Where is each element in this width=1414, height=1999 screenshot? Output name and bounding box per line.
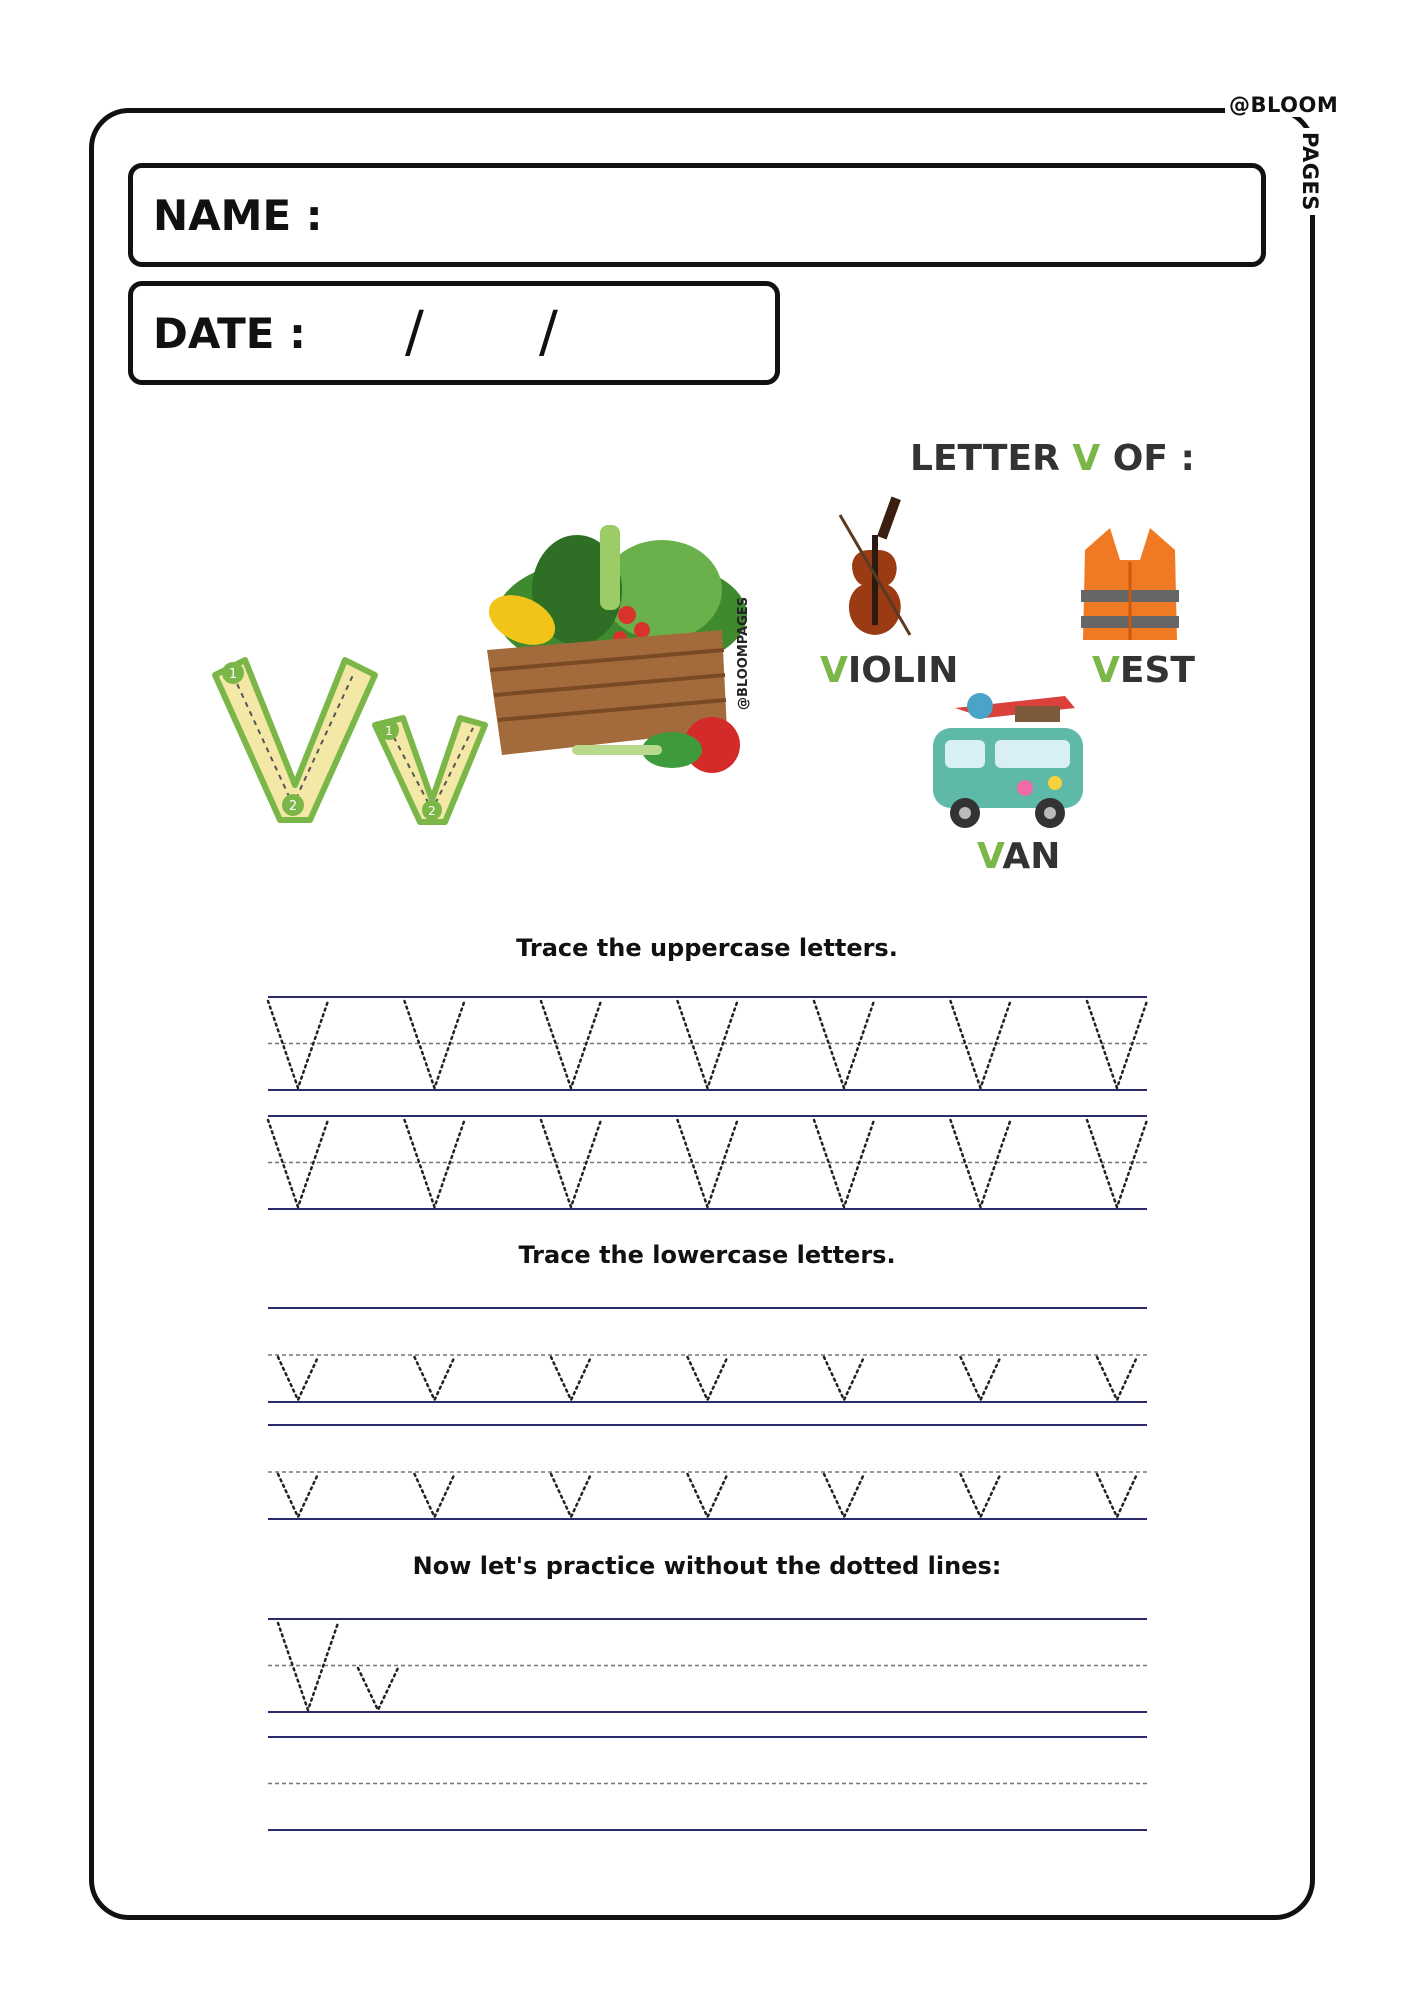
name-label: NAME : (153, 190, 323, 240)
lowercase-instructions: Trace the lowercase letters. (518, 1241, 896, 1269)
trace-letter-lower-v (688, 1474, 728, 1517)
trace-letter-upper-v (814, 1120, 874, 1207)
trace-letter-upper-v (268, 1120, 328, 1207)
uppercase-instructions: Trace the uppercase letters. (516, 934, 898, 962)
stroke-number: 1 (228, 667, 238, 682)
trace-letter-lower-v (961, 1357, 1001, 1400)
trace-letter-upper-v (541, 1001, 601, 1088)
letter-heading: LETTER V OF : (910, 438, 1195, 479)
stroke-number: 1 (385, 724, 393, 738)
trace-letter-lower-v (1097, 1474, 1137, 1517)
practice-example-lower-v (358, 1668, 398, 1710)
stroke-number: 2 (428, 804, 436, 818)
brand-label-side: PAGES (1298, 128, 1322, 215)
trace-letter-lower-v (415, 1357, 455, 1400)
trace-letter-lower-v (278, 1357, 318, 1400)
trace-letter-lower-v (551, 1474, 591, 1517)
trace-letter-upper-v (1087, 1001, 1147, 1088)
trace-letter-upper-v (541, 1120, 601, 1207)
word-violin: VIOLIN (820, 650, 959, 691)
date-label: DATE : (153, 308, 306, 358)
trace-letter-lower-v (278, 1474, 318, 1517)
trace-letter-upper-v (951, 1001, 1011, 1088)
trace-letter-upper-v (678, 1001, 738, 1088)
word-van: VAN (977, 836, 1061, 877)
trace-letter-upper-v (678, 1120, 738, 1207)
trace-letter-upper-v (405, 1001, 465, 1088)
trace-letter-lower-v (551, 1357, 591, 1400)
trace-letter-lower-v (961, 1474, 1001, 1517)
date-separator: / (405, 300, 424, 365)
trace-letter-lower-v (1097, 1357, 1137, 1400)
trace-letter-lower-v (415, 1474, 455, 1517)
word-vest: VEST (1092, 650, 1195, 691)
trace-letter-upper-v (268, 1001, 328, 1088)
trace-letter-lower-v (824, 1357, 864, 1400)
trace-letter-upper-v (814, 1001, 874, 1088)
practice-example-upper-v (278, 1623, 338, 1710)
freehand-instructions: Now let's practice without the dotted lines: (412, 1552, 1002, 1580)
trace-letter-upper-v (951, 1120, 1011, 1207)
trace-letter-lower-v (688, 1357, 728, 1400)
brand-label: @BLOOM (1225, 93, 1342, 117)
trace-letter-lower-v (824, 1474, 864, 1517)
stroke-number: 2 (288, 799, 298, 814)
basket-watermark: @BLOOMPAGES (736, 596, 751, 710)
trace-letter-upper-v (1087, 1120, 1147, 1207)
date-separator: / (539, 300, 558, 365)
trace-letter-upper-v (405, 1120, 465, 1207)
